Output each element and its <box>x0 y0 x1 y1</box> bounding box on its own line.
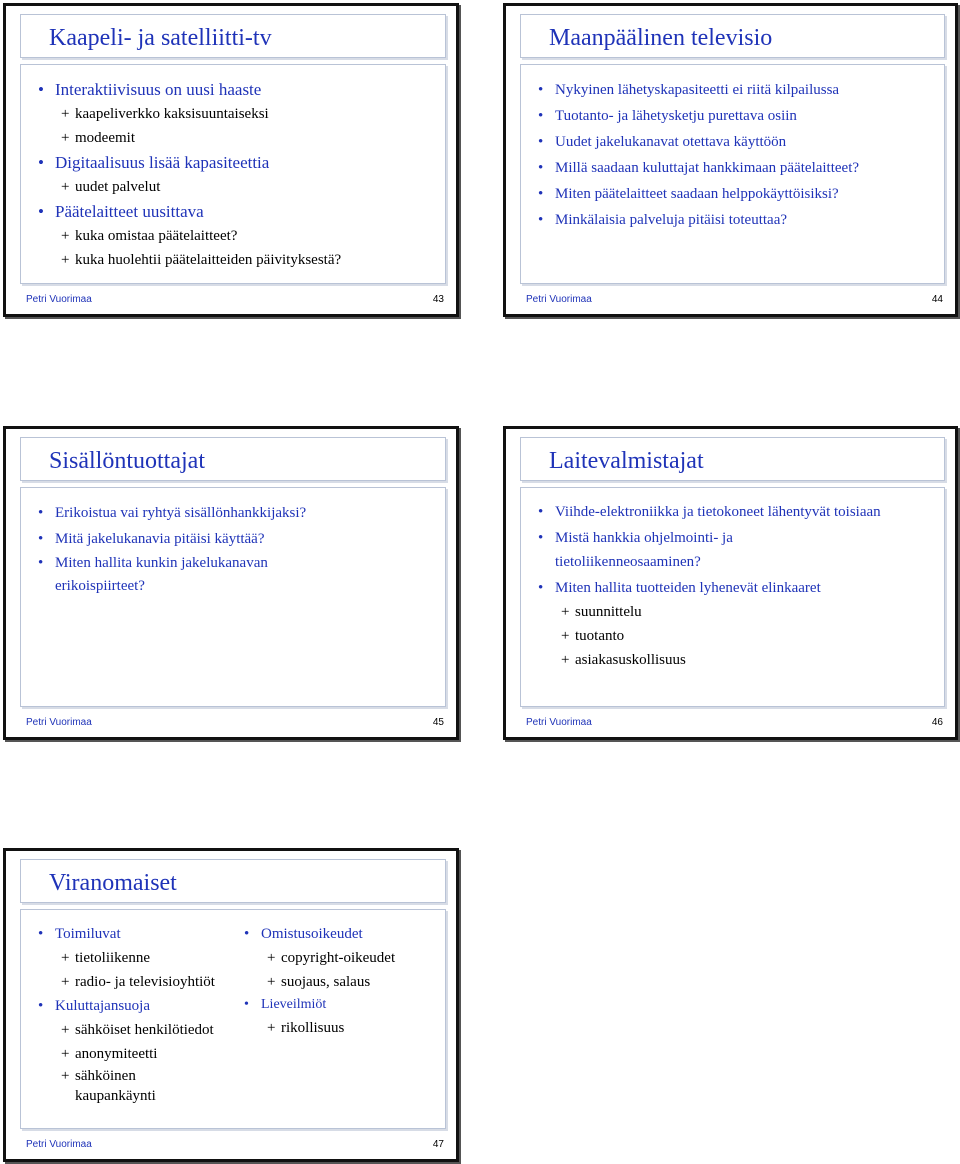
bullet-item: • Uudet jakelukanavat otettava käyttöön <box>535 129 938 155</box>
slide-body <box>520 487 945 707</box>
bullet-item: • Toimiluvat <box>35 922 231 946</box>
sub-item: + kuka huolehtii päätelaitteiden päivityksestä? <box>35 248 439 272</box>
slide-footer <box>26 715 444 733</box>
footer-author: Petri Vuorimaa <box>26 294 92 305</box>
bullet-item: • Miten hallita kunkin jakelukanavan erikoispiirteet? <box>35 552 345 598</box>
slide-44 <box>503 3 958 317</box>
bullet-item: • Viihde-elektroniikka ja tietokoneet lähentyvät toisiaan <box>535 500 915 524</box>
bullet-item: • Interaktiivisuus on uusi haaste <box>35 77 439 102</box>
slide-footer <box>526 292 943 310</box>
slide-footer <box>526 715 943 733</box>
bullet-item: • Miten päätelaitteet saadaan helppokäyttöisiksi? <box>535 181 938 207</box>
slide-number: 45 <box>432 717 444 728</box>
bullet-item: • Erikoistua vai ryhtyä sisällönhankkijaksi? <box>35 500 439 526</box>
sub-item: + anonymiteetti <box>35 1042 231 1066</box>
slide-body <box>520 64 945 284</box>
right-column <box>241 922 441 1040</box>
bullet-item: • Mistä hankkia ohjelmointi- ja tietoliikenneosaaminen? <box>535 526 855 574</box>
slide-body <box>20 909 446 1129</box>
bullet-item: • Nykyinen lähetyskapasiteetti ei riitä kilpailussa <box>535 77 938 103</box>
bullet-item: • Millä saadaan kuluttajat hankkimaan päätelaitteet? <box>535 155 938 181</box>
footer-author: Petri Vuorimaa <box>26 717 92 728</box>
sub-item: + sähköinen kaupankäynti <box>35 1066 195 1106</box>
sub-item: + tuotanto <box>535 624 938 648</box>
footer-author: Petri Vuorimaa <box>526 294 592 305</box>
bullet-item: • Minkälaisia palveluja pitäisi toteuttaa? <box>535 207 938 233</box>
footer-author: Petri Vuorimaa <box>526 717 592 728</box>
bullet-item: • Kuluttajansuoja <box>35 994 231 1018</box>
footer-author: Petri Vuorimaa <box>26 1139 92 1150</box>
slide-43 <box>3 3 459 317</box>
sub-item: + copyright-oikeudet <box>241 946 441 970</box>
slide-title-box <box>20 859 446 903</box>
bullet-item: • Päätelaitteet uusittava <box>35 199 439 224</box>
sub-item: + sähköiset henkilötiedot <box>35 1018 231 1042</box>
bullet-item: • Tuotanto- ja lähetysketju purettava osiin <box>535 103 938 129</box>
slide-title-box <box>520 14 945 58</box>
bullet-item: • Omistusoikeudet <box>241 922 441 946</box>
slide-title: Maanpäälinen televisio <box>549 25 773 51</box>
slide-title: Sisällöntuottajat <box>49 448 205 474</box>
slide-number: 44 <box>931 294 943 305</box>
slide-number: 46 <box>931 717 943 728</box>
slide-47 <box>3 848 459 1162</box>
sub-item: + radio- ja televisioyhtiöt <box>35 970 231 994</box>
bullet-item: • Digitaalisuus lisää kapasiteettia <box>35 150 439 175</box>
slide-footer <box>26 1137 444 1155</box>
sub-item: + suojaus, salaus <box>241 970 441 994</box>
sub-item: + uudet palvelut <box>35 175 439 199</box>
bullet-item: • Miten hallita tuotteiden lyhenevät elinkaaret <box>535 576 938 600</box>
slide-title: Laitevalmistajat <box>549 448 704 474</box>
sub-item: + asiakasuskollisuus <box>535 648 938 672</box>
sub-item: + suunnittelu <box>535 600 938 624</box>
slide-title: Kaapeli- ja satelliitti-tv <box>49 25 272 51</box>
slide-title-box <box>520 437 945 481</box>
slide-title-box <box>20 437 446 481</box>
bullet-item: • Mitä jakelukanavia pitäisi käyttää? <box>35 526 439 552</box>
slide-number: 43 <box>432 294 444 305</box>
sub-item: + tietoliikenne <box>35 946 231 970</box>
slide-number: 47 <box>432 1139 444 1150</box>
slide-body <box>20 487 446 707</box>
sub-item: + rikollisuus <box>241 1016 441 1040</box>
sub-item: + modeemit <box>35 126 439 150</box>
slide-45 <box>3 426 459 740</box>
slide-46 <box>503 426 958 740</box>
slide-title: Viranomaiset <box>49 870 177 896</box>
slide-title-box <box>20 14 446 58</box>
slide-body <box>20 64 446 284</box>
slide-footer <box>26 292 444 310</box>
left-column <box>35 922 231 1106</box>
sub-item: + kaapeliverkko kaksisuuntaiseksi <box>35 102 439 126</box>
bullet-item: • Lieveilmiöt <box>241 994 441 1016</box>
sub-item: + kuka omistaa päätelaitteet? <box>35 224 439 248</box>
